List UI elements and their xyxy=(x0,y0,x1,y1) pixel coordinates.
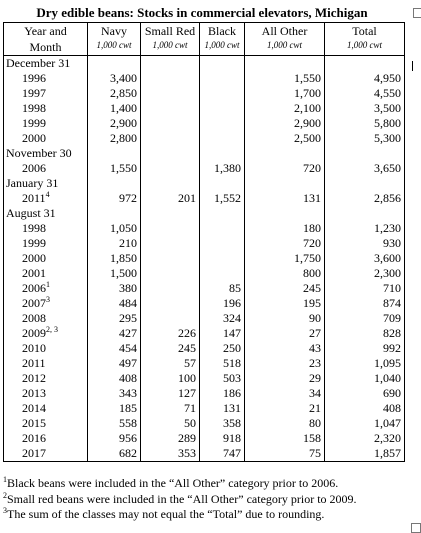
all-other-cell: 80 xyxy=(245,416,325,431)
year-cell: 2016 xyxy=(4,431,88,446)
year-cell: 1999 xyxy=(4,116,88,131)
black-cell xyxy=(200,236,245,251)
table-row xyxy=(4,431,405,446)
small-red-cell: 226 xyxy=(141,326,200,341)
table-row xyxy=(4,311,405,326)
section-heading-row xyxy=(4,146,405,161)
navy-cell: 2,850 xyxy=(88,86,141,101)
year-cell: 2007$^3$ xyxy=(4,296,88,311)
black-cell: 250 xyxy=(200,341,245,356)
all-other-cell: 800 xyxy=(245,266,325,281)
section-heading-row xyxy=(4,56,405,72)
total-cell: 1,230 xyxy=(325,221,405,236)
table-row xyxy=(4,326,405,341)
table-row xyxy=(4,281,405,296)
table-row xyxy=(4,71,405,86)
total-cell: 709 xyxy=(325,311,405,326)
year-cell: 2014 xyxy=(4,401,88,416)
table-row xyxy=(4,266,405,281)
year-cell: 1996 xyxy=(4,71,88,86)
all-other-cell: 1,750 xyxy=(245,251,325,266)
year-cell: 2009$^{2, 3}$ xyxy=(4,326,88,341)
small-red-cell xyxy=(141,71,200,86)
table-row xyxy=(4,161,405,176)
navy-cell: 408 xyxy=(88,371,141,386)
section-heading-row xyxy=(4,176,405,191)
black-cell: 518 xyxy=(200,356,245,371)
footnote: $^1$Black beans were included in the “All Other” category prior to 2006. xyxy=(3,475,339,490)
all-other-cell: 180 xyxy=(245,221,325,236)
table-row xyxy=(4,86,405,101)
small-red-cell xyxy=(141,86,200,101)
all-other-cell: 27 xyxy=(245,326,325,341)
small-red-cell xyxy=(141,221,200,236)
small-red-cell: 353 xyxy=(141,446,200,462)
table-row xyxy=(4,341,405,356)
navy-cell: 185 xyxy=(88,401,141,416)
resize-handle-icon[interactable] xyxy=(413,8,421,18)
all-other-cell: 2,500 xyxy=(245,131,325,146)
black-cell: 747 xyxy=(200,446,245,462)
black-cell xyxy=(200,101,245,116)
all-other-cell: 90 xyxy=(245,311,325,326)
black-cell xyxy=(200,251,245,266)
small-red-cell: 289 xyxy=(141,431,200,446)
all-other-cell: 34 xyxy=(245,386,325,401)
all-other-cell: 43 xyxy=(245,341,325,356)
navy-cell: 1,550 xyxy=(88,161,141,176)
total-cell: 828 xyxy=(325,326,405,341)
total-cell: 1,857 xyxy=(325,446,405,462)
navy-cell: 497 xyxy=(88,356,141,371)
total-cell: 2,320 xyxy=(325,431,405,446)
footnote: $^2$Small red beans were included in the “All Other” category prior to 2009. xyxy=(3,490,357,506)
total-cell: 2,856 xyxy=(325,191,405,206)
small-red-cell xyxy=(141,311,200,326)
navy-cell: 3,400 xyxy=(88,71,141,86)
table-row xyxy=(4,131,405,146)
total-cell: 1,095 xyxy=(325,356,405,371)
small-red-cell: 245 xyxy=(141,341,200,356)
black-cell xyxy=(200,116,245,131)
navy-cell: 1,400 xyxy=(88,101,141,116)
small-red-cell: 201 xyxy=(141,191,200,206)
small-red-cell xyxy=(141,131,200,146)
navy-cell: 484 xyxy=(88,296,141,311)
column-header: Total 1,000 cwt xyxy=(325,23,405,56)
total-cell: 930 xyxy=(325,236,405,251)
small-red-cell xyxy=(141,266,200,281)
black-cell xyxy=(200,86,245,101)
black-cell: 147 xyxy=(200,326,245,341)
all-other-cell: 2,100 xyxy=(245,101,325,116)
black-cell xyxy=(200,221,245,236)
edit-caret xyxy=(412,61,413,71)
column-header: Small Red 1,000 cwt xyxy=(141,23,200,56)
total-cell: 4,550 xyxy=(325,86,405,101)
table-row xyxy=(4,371,405,386)
all-other-cell: 29 xyxy=(245,371,325,386)
black-cell: 324 xyxy=(200,311,245,326)
total-cell: 3,600 xyxy=(325,251,405,266)
navy-cell: 1,850 xyxy=(88,251,141,266)
total-cell: 992 xyxy=(325,341,405,356)
footnote-marker: 3 xyxy=(46,295,50,304)
year-cell: 2011$^4$ xyxy=(4,191,88,206)
total-cell: 5,300 xyxy=(325,131,405,146)
black-cell xyxy=(200,71,245,86)
year-cell: 1997 xyxy=(4,86,88,101)
section-heading-row xyxy=(4,206,405,221)
total-cell: 710 xyxy=(325,281,405,296)
navy-cell: 210 xyxy=(88,236,141,251)
navy-cell: 380 xyxy=(88,281,141,296)
bean-stocks-table xyxy=(3,22,405,462)
year-cell: 2017 xyxy=(4,446,88,462)
column-header: Black 1,000 cwt xyxy=(200,23,245,56)
column-header: Navy 1,000 cwt xyxy=(88,23,141,56)
small-red-cell xyxy=(141,296,200,311)
black-cell xyxy=(200,131,245,146)
black-cell: 918 xyxy=(200,431,245,446)
navy-cell: 295 xyxy=(88,311,141,326)
table-row xyxy=(4,236,405,251)
all-other-cell: 158 xyxy=(245,431,325,446)
black-cell: 503 xyxy=(200,371,245,386)
small-red-cell xyxy=(141,251,200,266)
small-red-cell: 127 xyxy=(141,386,200,401)
resize-handle-icon[interactable] xyxy=(411,523,421,533)
column-header: Year and Month xyxy=(4,23,88,56)
total-cell: 408 xyxy=(325,401,405,416)
navy-cell: 682 xyxy=(88,446,141,462)
table-row xyxy=(4,446,405,462)
year-cell: 2000 xyxy=(4,131,88,146)
black-cell: 1,552 xyxy=(200,191,245,206)
table-row xyxy=(4,401,405,416)
black-cell xyxy=(200,266,245,281)
navy-cell: 454 xyxy=(88,341,141,356)
total-cell: 4,950 xyxy=(325,71,405,86)
year-cell: 2001 xyxy=(4,266,88,281)
navy-cell: 427 xyxy=(88,326,141,341)
small-red-cell: 100 xyxy=(141,371,200,386)
table-title: Dry edible beans: Stocks in commercial elevators, Michigan xyxy=(36,5,368,20)
total-cell: 1,047 xyxy=(325,416,405,431)
total-cell: 2,300 xyxy=(325,266,405,281)
section-heading: December 31 xyxy=(4,56,88,72)
small-red-cell xyxy=(141,101,200,116)
black-cell: 1,380 xyxy=(200,161,245,176)
column-header: All Other 1,000 cwt xyxy=(245,23,325,56)
footnote-marker: 4 xyxy=(45,190,50,199)
year-cell: 2015 xyxy=(4,416,88,431)
year-cell: 2008 xyxy=(4,311,88,326)
year-cell: 2012 xyxy=(4,371,88,386)
footnote-marker: 2, 3 xyxy=(46,325,58,334)
small-red-cell: 71 xyxy=(141,401,200,416)
table-row xyxy=(4,221,405,236)
black-cell: 196 xyxy=(200,296,245,311)
section-heading: November 30 xyxy=(4,146,88,161)
year-cell: 2013 xyxy=(4,386,88,401)
small-red-cell: 50 xyxy=(141,416,200,431)
all-other-cell: 23 xyxy=(245,356,325,371)
table-row xyxy=(4,191,405,206)
all-other-cell: 245 xyxy=(245,281,325,296)
total-cell: 874 xyxy=(325,296,405,311)
footnote: $^3$The sum of the classes may not equal the “Total” due to rounding. xyxy=(3,506,325,521)
all-other-cell: 131 xyxy=(245,191,325,206)
navy-cell: 1,500 xyxy=(88,266,141,281)
table-row xyxy=(4,416,405,431)
navy-cell: 558 xyxy=(88,416,141,431)
all-other-cell: 1,550 xyxy=(245,71,325,86)
small-red-cell xyxy=(141,236,200,251)
footnote-marker: 1 xyxy=(46,280,50,289)
year-cell: 1998 xyxy=(4,101,88,116)
footnotes xyxy=(3,476,357,523)
black-cell: 358 xyxy=(200,416,245,431)
navy-cell: 2,900 xyxy=(88,116,141,131)
year-cell: 2011 xyxy=(4,356,88,371)
section-heading: January 31 xyxy=(4,176,88,191)
table-row xyxy=(4,116,405,131)
header-row xyxy=(4,23,405,56)
year-cell: 2006 xyxy=(4,161,88,176)
year-cell: 2006$^1$ xyxy=(4,281,88,296)
small-red-cell xyxy=(141,281,200,296)
all-other-cell: 21 xyxy=(245,401,325,416)
navy-cell: 1,050 xyxy=(88,221,141,236)
total-cell: 690 xyxy=(325,386,405,401)
all-other-cell: 720 xyxy=(245,161,325,176)
year-cell: 2000 xyxy=(4,251,88,266)
year-cell: 2010 xyxy=(4,341,88,356)
small-red-cell: 57 xyxy=(141,356,200,371)
small-red-cell xyxy=(141,116,200,131)
all-other-cell: 75 xyxy=(245,446,325,462)
navy-cell: 956 xyxy=(88,431,141,446)
table-row xyxy=(4,101,405,116)
total-cell: 1,040 xyxy=(325,371,405,386)
table-row xyxy=(4,296,405,311)
table-row xyxy=(4,251,405,266)
navy-cell: 343 xyxy=(88,386,141,401)
section-heading: August 31 xyxy=(4,206,88,221)
total-cell: 5,800 xyxy=(325,116,405,131)
black-cell: 131 xyxy=(200,401,245,416)
year-cell: 1998 xyxy=(4,221,88,236)
all-other-cell: 2,900 xyxy=(245,116,325,131)
year-cell: 1999 xyxy=(4,236,88,251)
all-other-cell: 720 xyxy=(245,236,325,251)
table-row xyxy=(4,386,405,401)
small-red-cell xyxy=(141,161,200,176)
total-cell: 3,650 xyxy=(325,161,405,176)
navy-cell: 972 xyxy=(88,191,141,206)
table-body xyxy=(4,56,405,462)
total-cell: 3,500 xyxy=(325,101,405,116)
navy-cell: 2,800 xyxy=(88,131,141,146)
table-row xyxy=(4,356,405,371)
black-cell: 186 xyxy=(200,386,245,401)
black-cell: 85 xyxy=(200,281,245,296)
all-other-cell: 195 xyxy=(245,296,325,311)
all-other-cell: 1,700 xyxy=(245,86,325,101)
